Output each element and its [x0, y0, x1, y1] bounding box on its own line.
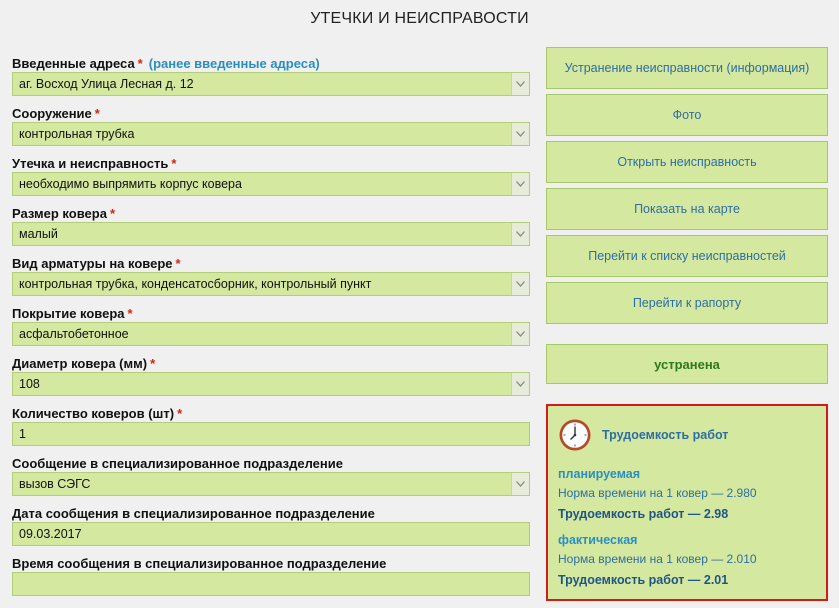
address-label: Введенные адреса [12, 56, 135, 71]
page-title: УТЕЧКИ И НЕИСПРАВОСТИ [310, 10, 529, 27]
chevron-down-icon[interactable] [511, 323, 529, 345]
coating-select[interactable] [12, 322, 530, 346]
clock-icon [558, 418, 592, 452]
diameter-select[interactable] [12, 372, 530, 396]
leak-field [12, 155, 530, 205]
diameter-field [12, 355, 530, 405]
labor-title: Трудоемкость работ [602, 428, 729, 442]
count-label: Количество коверов (шт) [12, 406, 175, 421]
chevron-down-icon[interactable] [511, 273, 529, 295]
coating-label: Покрытие ковера [12, 306, 125, 321]
required-mark: * [150, 356, 156, 371]
message-time-label: Время сообщения в специализированное подразделение [12, 556, 387, 571]
required-mark: * [127, 306, 133, 321]
required-mark: * [177, 406, 183, 421]
fittings-select[interactable] [12, 272, 530, 296]
previous-addresses-link[interactable]: (ранее введенные адреса) [148, 56, 320, 71]
open-fault-button[interactable]: Открыть неисправность [546, 141, 828, 183]
coating-value: асфальтобетонное [19, 327, 129, 341]
structure-field [12, 105, 530, 155]
required-mark: * [109, 206, 115, 221]
message-field [12, 455, 530, 505]
required-mark: * [137, 56, 143, 71]
address-select[interactable] [12, 72, 530, 96]
chevron-down-icon[interactable] [511, 473, 529, 495]
address-field [12, 55, 530, 105]
required-mark: * [171, 156, 177, 171]
structure-value: контрольная трубка [19, 127, 135, 141]
chevron-down-icon[interactable] [511, 73, 529, 95]
diameter-label: Диаметр ковера (мм) [12, 356, 148, 371]
fittings-value: контрольная трубка, конденсатосборник, контрольный пункт [19, 277, 372, 291]
message-time-input[interactable] [12, 572, 530, 596]
planned-total: Трудоемкость работ — 2.98 [558, 507, 729, 521]
address-value: аг. Восход Улица Лесная д. 12 [19, 77, 194, 91]
fittings-field [12, 255, 530, 305]
message-date-label: Дата сообщения в специализированное подразделение [12, 506, 375, 521]
cover-size-value: малый [19, 227, 58, 241]
chevron-down-icon[interactable] [511, 223, 529, 245]
message-select[interactable] [12, 472, 530, 496]
chevron-down-icon[interactable] [511, 173, 529, 195]
actual-title: фактическая [558, 533, 638, 547]
message-date-input[interactable]: 09.03.2017 [12, 522, 530, 546]
leak-select[interactable] [12, 172, 530, 196]
labor-header [558, 418, 816, 452]
count-input[interactable]: 1 [12, 422, 530, 446]
status-button[interactable]: устранена [546, 344, 828, 384]
report-button[interactable]: Перейти к рапорту [546, 282, 828, 324]
planned-title: планируемая [558, 467, 641, 481]
chevron-down-icon[interactable] [511, 373, 529, 395]
cover-size-label: Размер ковера [12, 206, 107, 221]
structure-label: Сооружение [12, 106, 92, 121]
message-value: вызов СЭГС [19, 477, 91, 491]
planned-section [558, 465, 816, 525]
fault-list-button[interactable]: Перейти к списку неисправностей [546, 235, 828, 277]
actual-total: Трудоемкость работ — 2.01 [558, 573, 729, 587]
required-mark: * [94, 106, 100, 121]
labor-panel [546, 404, 828, 601]
diameter-value: 108 [19, 377, 40, 391]
planned-norm: Норма времени на 1 ковер — 2.980 [558, 486, 757, 500]
show-on-map-button[interactable]: Показать на карте [546, 188, 828, 230]
actual-norm: Норма времени на 1 ковер — 2.010 [558, 552, 757, 566]
structure-select[interactable] [12, 122, 530, 146]
fix-info-button[interactable]: Устранение неисправности (информация) [546, 47, 828, 89]
chevron-down-icon[interactable] [511, 123, 529, 145]
required-mark: * [175, 256, 181, 271]
leak-value: необходимо выпрямить корпус ковера [19, 177, 242, 191]
count-field [12, 405, 530, 455]
photo-button[interactable]: Фото [546, 94, 828, 136]
actual-section [558, 531, 816, 591]
fault-form [12, 55, 530, 605]
message-date-field [12, 505, 530, 555]
message-time-field [12, 555, 530, 605]
cover-size-field [12, 205, 530, 255]
fittings-label: Вид арматуры на ковере [12, 256, 173, 271]
coating-field [12, 305, 530, 355]
cover-size-select[interactable] [12, 222, 530, 246]
message-label: Сообщение в специализированное подразделение [12, 456, 343, 471]
leak-label: Утечка и неисправность [12, 156, 169, 171]
